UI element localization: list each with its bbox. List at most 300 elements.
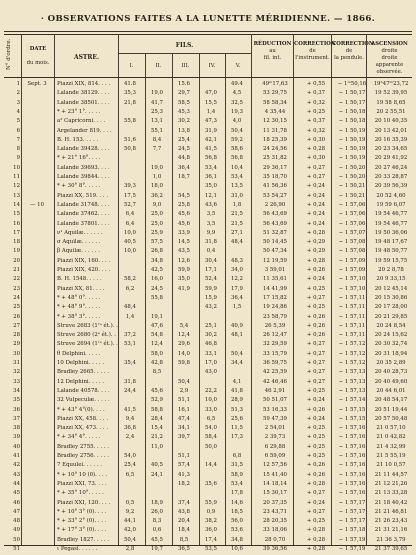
row-corr-instrument: + 0,24 <box>306 201 326 208</box>
row-fil-5: 1,5 <box>232 304 242 311</box>
row-corr-instrument: + 0,30 <box>306 136 326 143</box>
row-fil-4: 55,9 <box>204 499 217 506</box>
row-fil-1: 10,0 <box>123 229 136 236</box>
table-row <box>4 508 412 518</box>
row-star-name: Bradley 2755. . . . . <box>57 443 110 450</box>
row-star-name: Argelander 819. . . . <box>57 127 112 134</box>
row-fil-2: 45,6 <box>150 387 163 394</box>
row-fil-2: 21,2 <box>150 434 163 441</box>
row-ascension: 19 52 39,95 <box>374 90 408 97</box>
row-number: 22 <box>13 276 20 283</box>
table-row <box>4 303 412 313</box>
row-corr-instrument: + 0,28 <box>306 257 326 264</box>
row-reduction: 12 30,15 <box>262 118 287 125</box>
row-fil-2: 13,1 <box>150 118 163 125</box>
row-number: 36 <box>13 406 20 413</box>
row-ascension: 20 39 56,39 <box>374 183 408 190</box>
row-corr-instrument: + 0,25 <box>306 285 326 292</box>
row-fil-4: 12,1 <box>204 192 217 199</box>
header-reduction-sub1: au <box>269 48 276 54</box>
header-fil-ii: II. <box>155 63 162 69</box>
row-fil-1: 21,8 <box>123 99 136 106</box>
table-row <box>4 201 412 211</box>
row-fil-5: 32,5 <box>230 99 243 106</box>
row-fil-2: 36,2 <box>150 192 163 199</box>
row-fil-1: 41,5 <box>123 406 136 413</box>
row-ascension: 19 59 15,75 <box>374 257 408 264</box>
row-corr-pendule: − 1 50,17 <box>338 90 366 97</box>
row-corr-instrument: + 0,25 <box>306 425 326 432</box>
table-row <box>4 536 412 546</box>
row-reduction: 15 30,17 <box>262 490 287 497</box>
row-corr-instrument: + 0,27 <box>306 341 326 348</box>
row-reduction: 29 36,17 <box>262 164 287 171</box>
table-row <box>4 89 412 99</box>
row-fil-2: 42,5 <box>150 267 163 273</box>
row-ascension: 20 16 35,39 <box>374 136 408 143</box>
table-row <box>4 275 412 285</box>
row-reduction: 26 5,39 <box>264 322 286 329</box>
table-row <box>4 545 412 555</box>
row-reduction: 20 37,35 <box>262 499 287 506</box>
header-no: N° d'ordre. <box>6 38 12 70</box>
row-corr-pendule: − 1 57,18 <box>338 527 366 534</box>
row-number: 29 <box>13 341 20 348</box>
row-number: 4 <box>16 108 20 115</box>
row-fil-2: 8,5 <box>152 369 162 376</box>
row-fil-1: 51,6 <box>123 136 136 143</box>
row-corr-instrument: + 0,29 <box>306 239 326 246</box>
row-ascension: 19 54 46,77 <box>374 211 408 218</box>
row-star-name: σ Aquilæ. . . . . . <box>57 239 101 246</box>
row-ascension: 20 33 28,87 <box>374 174 408 180</box>
table-row <box>4 331 412 341</box>
row-fil-3: 14,5 <box>177 239 190 246</box>
row-fil-2: 8,4 <box>152 136 162 143</box>
row-corr-instrument: + 0,28 <box>306 536 326 543</box>
row-fil-1: 17,5 <box>123 192 136 199</box>
row-ascension: 20 35 2,89 <box>376 360 406 366</box>
row-fil-3: 51,1 <box>177 397 190 404</box>
row-reduction: 46 2,91 <box>264 387 286 394</box>
row-fil-3: 47,4 <box>177 415 190 422</box>
row-fil-1: 55,8 <box>123 118 136 125</box>
row-fil-2: 58,0 <box>150 350 163 357</box>
row-reduction: 19 24,86 <box>262 304 287 311</box>
row-corr-pendule: − 1 57,13 <box>338 378 366 385</box>
row-fil-1: 6,4 <box>125 220 135 227</box>
row-number: 50 <box>13 536 20 543</box>
row-fil-3: 18,7 <box>177 174 190 180</box>
row-fil-1: 44,1 <box>123 518 136 525</box>
table-row <box>4 526 412 536</box>
row-ascension: 20 27 46,24 <box>374 164 408 171</box>
row-fil-2: 25,9 <box>150 229 163 236</box>
table-row <box>4 220 412 230</box>
row-fil-3: 39,7 <box>177 434 190 441</box>
row-ascension: 19 59 6,07 <box>376 201 406 208</box>
row-fil-1: 36,8 <box>123 425 136 432</box>
table-row <box>4 182 412 192</box>
row-fil-4: 10,0 <box>204 397 217 404</box>
row-reduction: 28 20,35 <box>262 518 287 525</box>
row-fil-2: 16,0 <box>150 276 163 283</box>
row-corr-pendule: − 1 50,20 <box>338 174 366 180</box>
row-ascension: 20 21 29,85 <box>374 313 408 320</box>
row-corr-pendule: − 1 57,06 <box>338 201 366 208</box>
row-corr-instrument: + 0,25 <box>306 387 326 394</box>
row-fil-2: 24,5 <box>150 285 163 292</box>
row-number: 23 <box>13 285 20 292</box>
row-corr-pendule: − 1 57,17 <box>338 499 366 506</box>
row-corr-instrument: + 0,24 <box>306 192 326 199</box>
table-row <box>4 210 412 220</box>
row-reduction: 28 0,70 <box>264 536 286 543</box>
table-row <box>4 396 412 406</box>
row-fil-4: 47,0 <box>204 90 217 97</box>
row-fil-3: 20,4 <box>177 518 190 525</box>
table-row <box>4 238 412 248</box>
row-fil-4: 17,0 <box>204 360 217 366</box>
table-row <box>4 471 412 481</box>
row-number: 32 <box>13 369 20 376</box>
row-fil-3: 45,6 <box>177 211 190 218</box>
row-reduction: 12 57,56 <box>262 462 287 469</box>
row-fil-4: 0,9 <box>206 508 216 515</box>
row-star-name: 10 Delphini. . . . . <box>57 360 105 366</box>
row-corr-pendule: − 1 57,09 <box>338 267 366 273</box>
row-fil-5: 53,6 <box>230 527 243 534</box>
row-fil-3: 35,0 <box>177 276 190 283</box>
row-fil-2: 19,7 <box>150 546 163 552</box>
row-fil-1: 10,0 <box>123 248 136 255</box>
row-fil-5: 10,6 <box>230 546 243 552</box>
row-star-name: B. H. 1548. . . . . <box>57 276 102 283</box>
row-reduction: 3 59,01 <box>264 267 286 273</box>
row-star-name: Lalande 40578. . . . <box>57 387 110 394</box>
row-number: 18 <box>13 239 20 246</box>
row-corr-pendule: − 1 57,13 <box>338 369 366 376</box>
row-corr-pendule: − 1 57,11 <box>338 304 366 311</box>
row-ascension: 20 23 34,65 <box>374 146 408 153</box>
row-number: 9 <box>16 155 20 162</box>
row-date: Sept. 3 <box>27 81 47 87</box>
row-corr-pendule: − 1 50,19 <box>338 155 366 162</box>
row-corr-pendule: − 1 57,17 <box>338 508 366 515</box>
row-reduction: 33 18,06 <box>262 527 287 534</box>
table-row <box>4 452 412 462</box>
table-row <box>4 108 412 118</box>
row-star-name: * + 10° 3° (0). . . . <box>57 508 107 515</box>
header-fils-label: FILS. <box>175 42 194 49</box>
row-corr-pendule: − 1 50,19 <box>338 136 366 143</box>
row-number: 30 <box>13 350 20 357</box>
row-fil-4: 3,5 <box>206 211 216 218</box>
row-number: 38 <box>13 425 20 432</box>
row-corr-instrument: + 0,26 <box>306 332 326 339</box>
row-fil-4: 25,1 <box>204 322 217 329</box>
fils-rule <box>118 53 251 54</box>
table-row <box>4 192 412 202</box>
row-reduction: 41 56,36 <box>262 183 287 190</box>
row-reduction: 49ᵐ17,63 <box>262 81 288 87</box>
row-corr-instrument: + 0,27 <box>306 508 326 515</box>
row-star-name: * + 38° 3°. . . . . <box>57 313 101 320</box>
row-fil-4: 15,9 <box>204 294 217 301</box>
row-ascension: 21 12 21,26 <box>374 480 408 487</box>
table-row <box>4 117 412 127</box>
row-fil-2: 19,0 <box>150 164 163 171</box>
row-corr-instrument: + 0,27 <box>306 378 326 385</box>
row-corr-pendule: − 1 57,11 <box>338 313 366 320</box>
top-rule <box>4 31 412 32</box>
row-ascension: 20 40 28,73 <box>374 369 408 376</box>
row-reduction: 53 54,27 <box>262 192 287 199</box>
row-corr-pendule: − 1 57,12 <box>338 350 366 357</box>
row-number: 43 <box>13 471 20 478</box>
row-fil-3: 36,5 <box>177 546 190 552</box>
row-fil-5: 34,4 <box>230 360 243 366</box>
row-fil-5: 17,3 <box>230 434 243 441</box>
row-ascension: 20 44 6,01 <box>376 387 406 394</box>
row-fil-2: 58,8 <box>150 406 163 413</box>
row-fil-2: 54,8 <box>150 332 163 339</box>
header-ascension-sub2: droite apparente observée. <box>375 55 404 75</box>
row-fil-5: 53,4 <box>230 174 243 180</box>
row-reduction: 11 31,78 <box>262 127 287 134</box>
row-corr-pendule: − 1 57,17 <box>338 518 366 525</box>
row-corr-instrument: + 0,27 <box>306 360 326 366</box>
row-fil-3: 59,9 <box>177 267 190 273</box>
row-fil-3: 43,5 <box>177 248 190 255</box>
row-fil-1: 41.8 <box>123 81 136 87</box>
row-corr-instrument: + 0,28 <box>306 527 326 534</box>
header-fil-iii: III. <box>181 63 190 69</box>
table-row <box>4 145 412 155</box>
row-fil-3: 25,8 <box>177 201 190 208</box>
row-fil-3: 24,5 <box>177 146 190 153</box>
row-star-name: Piazzi XIX, 160. . . . <box>57 257 111 264</box>
row-fil-3: 18,2 <box>177 480 190 487</box>
row-fil-4: 59,9 <box>204 285 217 292</box>
row-fil-2: 26,0 <box>150 508 163 515</box>
row-number: 49 <box>13 527 20 534</box>
header-fil-iv: IV. <box>208 63 216 69</box>
row-fil-4: 17,1 <box>204 267 217 273</box>
row-fil-2: 25,0 <box>150 211 163 218</box>
row-corr-pendule: − 1 57,16 <box>338 443 366 450</box>
row-corr-pendule: − 1 57,16 <box>338 490 366 497</box>
row-corr-pendule: − 1 57,11 <box>338 294 366 301</box>
row-number: 27 <box>13 322 20 329</box>
row-fil-4: 15,5 <box>204 99 217 106</box>
row-number: 42 <box>13 462 20 469</box>
bottom-rule <box>4 545 412 546</box>
row-corr-instrument: + 0,24 <box>306 499 326 506</box>
row-number: 20 <box>13 257 20 264</box>
row-star-name: ν¹ Aquilæ. . . . . . <box>57 229 103 236</box>
header-star-label: ASTRE. <box>73 54 100 61</box>
row-number: 37 <box>13 415 20 422</box>
row-fil-3: 12,6 <box>177 257 190 264</box>
row-reduction: 6 29,88 <box>264 443 286 450</box>
row-fil-3: 43,8 <box>177 508 190 515</box>
header-reduction-sub2: fil. int. <box>263 55 282 61</box>
table-row <box>4 164 412 174</box>
row-ascension: 19 54 46,77 <box>374 220 408 227</box>
row-ascension: 21 18 40,42 <box>374 499 408 506</box>
row-ascension: 21 5 55,19 <box>376 453 406 459</box>
row-corr-instrument: + 0,27 <box>306 350 326 357</box>
row-fil-5: 58,6 <box>230 146 243 153</box>
row-fil-4: 53,5 <box>204 546 217 552</box>
table-row <box>4 480 412 490</box>
row-corr-instrument: + 0,26 <box>306 313 326 320</box>
row-corr-pendule: − 1 50,19 <box>338 127 366 134</box>
row-fil-1: 54,0 <box>123 453 136 459</box>
header-star <box>55 54 118 61</box>
row-fil-2: 18,0 <box>150 183 163 190</box>
row-fil-2: 8,3 <box>152 518 162 525</box>
row-fil-1: 37,2 <box>123 332 136 339</box>
row-fil-1: 35,4 <box>123 360 136 366</box>
row-fil-5: 18,5 <box>230 508 243 515</box>
row-star-name: * + 48° 9°. . . . . <box>57 304 101 311</box>
row-fil-1: 0,5 <box>125 499 135 506</box>
row-corr-pendule: − 1 50,18 <box>338 108 366 115</box>
row-ascension: 20 9 33,15 <box>376 276 406 283</box>
row-fil-1: 6,5 <box>125 471 135 478</box>
row-fil-5: 48,4 <box>230 239 243 246</box>
row-fil-2: 41,7 <box>150 99 163 106</box>
row-fil-5: 59,2 <box>230 136 243 143</box>
row-number: 7 <box>16 136 20 143</box>
row-fil-5: 48,1 <box>230 332 243 339</box>
row-corr-pendule: − 1 57,08 <box>338 248 366 255</box>
row-fil-1: 6,4 <box>125 211 135 218</box>
row-ascension: 20 52 4,60 <box>376 192 406 199</box>
row-fil-1: 2,8 <box>125 546 135 552</box>
row-fil-3: 34,1 <box>177 425 190 432</box>
table-row <box>4 266 412 276</box>
row-star-name: Lalande 38501. . . . <box>57 99 110 106</box>
row-fil-3: 44,8 <box>177 155 190 162</box>
row-number: 33 <box>13 378 20 385</box>
row-fil-2: 19,1 <box>150 313 163 320</box>
row-fil-4: 53,4 <box>204 164 217 171</box>
row-fil-5: 19,3 <box>230 108 243 115</box>
row-fil-1: 31,8 <box>123 378 136 385</box>
row-number: 47 <box>13 508 20 515</box>
row-ascension: 19ʰ47ᵐ23,72 <box>373 81 409 87</box>
row-fil-2: 57,5 <box>150 239 163 246</box>
row-corr-pendule: − 1 57,10 <box>338 276 366 283</box>
table-row <box>4 406 412 416</box>
row-reduction: 15 41,40 <box>262 471 287 478</box>
row-date: — 10 <box>30 201 44 208</box>
row-fil-3: 41,3 <box>177 471 190 478</box>
row-corr-pendule: − 1 57,07 <box>338 229 366 236</box>
row-fil-4: 33,1 <box>204 350 217 357</box>
row-star-name: Piazzi XX, 458. . . . <box>57 415 109 422</box>
row-corr-pendule: − 1 57,12 <box>338 341 366 348</box>
row-corr-instrument: + 0,24 <box>306 183 326 190</box>
row-ascension: 21 13 33,28 <box>374 490 408 497</box>
row-ascension: 20 24 8,54 <box>376 322 406 329</box>
row-fil-4: 43,0 <box>204 369 217 376</box>
row-corr-instrument: + 0,25 <box>306 108 326 115</box>
row-fil-5: 40,9 <box>230 322 243 329</box>
row-star-name: a² Capricorni. . . . <box>57 118 106 125</box>
row-ascension: 19 48 17,67 <box>374 239 408 246</box>
row-fil-3: 33,9 <box>177 229 190 236</box>
row-ascension: 20 12 45,14 <box>374 285 408 292</box>
row-ascension: 21 37 39,65 <box>374 546 408 552</box>
row-fil-2: 19,0 <box>150 90 163 97</box>
row-reduction: 17 15,82 <box>262 294 287 301</box>
row-star-name: * + 23° 1°. . . . . <box>57 108 101 115</box>
row-reduction: 23 43,71 <box>262 508 287 515</box>
header-ascension-label: ASCENSION <box>371 41 408 47</box>
row-fil-4: 6,5 <box>206 415 216 422</box>
row-fil-5: 34,0 <box>230 267 243 273</box>
row-number: 2 <box>16 90 20 97</box>
row-corr-instrument: + 0,27 <box>306 174 326 180</box>
row-star-name: Bradley 2756. . . . . <box>57 453 110 459</box>
row-star-name: Bradley 2665. . . . . <box>57 369 110 376</box>
table-row <box>4 350 412 360</box>
row-fil-5: 31,5 <box>230 462 243 469</box>
row-corr-pendule: − 1ᵐ50,16 <box>337 81 367 87</box>
header-reduction <box>252 41 293 62</box>
row-ascension: 20 31 18,94 <box>374 350 408 357</box>
row-star-name: Piazzi XXI, 120. . . . <box>57 499 111 506</box>
row-fil-4: 17,4 <box>204 536 217 543</box>
row-reduction: 59 47,39 <box>262 415 287 422</box>
row-fil-5: 28,9 <box>230 397 243 404</box>
row-fil-2: 12,4 <box>150 341 163 348</box>
row-number: 17 <box>13 229 20 236</box>
table-row <box>4 247 412 257</box>
row-number: 24 <box>13 294 20 301</box>
row-fil-1: 52,7 <box>123 201 136 208</box>
row-fil-3: 30,2 <box>177 118 190 125</box>
row-ascension: 21 0 57,10 <box>376 425 406 432</box>
row-star-name: Lalande 39428. . . . <box>57 146 110 153</box>
row-star-name: B. H. 153. . . . . <box>57 136 99 143</box>
row-fil-2: 47,6 <box>150 322 163 329</box>
row-number: 13 <box>13 192 20 199</box>
row-star-name: β Aquilæ. . . . . . <box>57 248 101 255</box>
row-fil-3: 18,4 <box>177 527 190 534</box>
row-fil-3: 16,1 <box>177 406 190 413</box>
row-corr-instrument: + 0,26 <box>306 322 326 329</box>
row-fil-4: 3,5 <box>206 220 216 227</box>
row-star-name: * + 43° 4°(0). . . . <box>57 406 105 413</box>
row-fil-2: 7,7 <box>152 146 162 153</box>
row-corr-instrument: + 0,24 <box>306 220 326 227</box>
row-fil-4: 38,2 <box>204 518 217 525</box>
header-ascension-sub1: droite <box>381 48 398 54</box>
row-ascension: 20 30 32,74 <box>374 341 408 348</box>
row-star-name: Struve 2694 (1ʳᵉ ét.). . <box>57 341 118 348</box>
row-reduction: 36 59,75 <box>262 360 287 366</box>
row-fil-2: 24,1 <box>150 471 163 478</box>
row-reduction: 32 29,59 <box>262 341 287 348</box>
row-fil-5: 34,8 <box>230 536 243 543</box>
row-fil-4: 50,0 <box>204 443 217 450</box>
row-fil-1: 39,3 <box>123 183 136 190</box>
